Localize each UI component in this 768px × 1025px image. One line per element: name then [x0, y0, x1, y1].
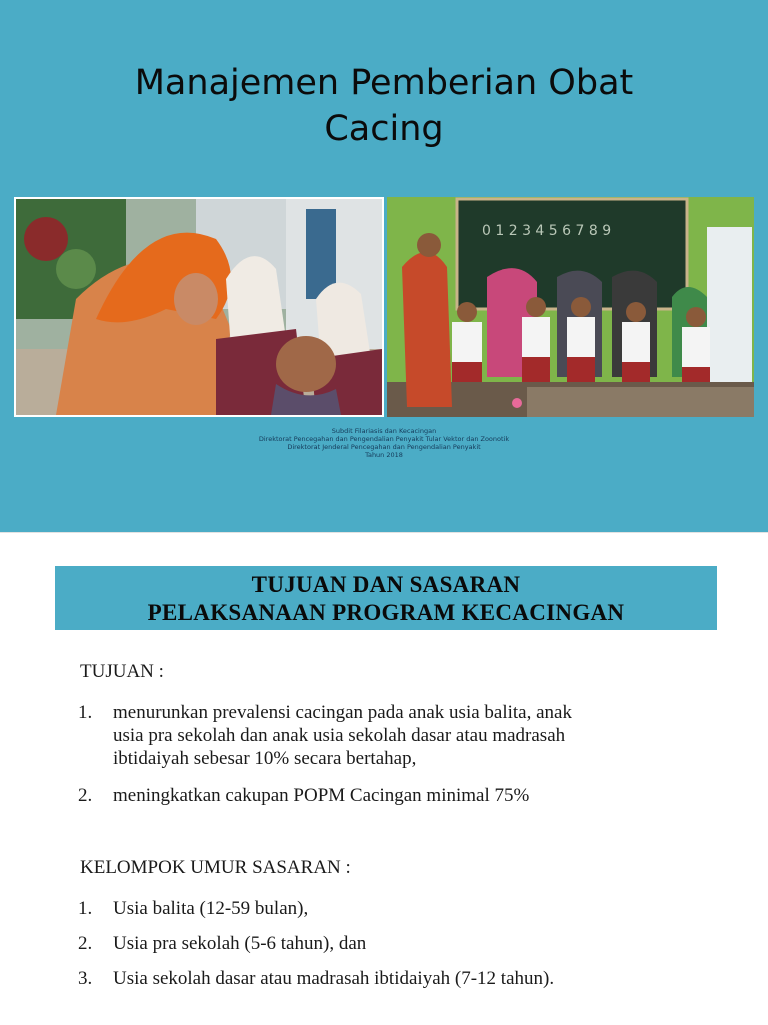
list-item: [78, 784, 572, 807]
list-item: [78, 967, 554, 990]
credit-line: Direktorat Jenderal Pencegahan dan Pengendalian Penyakit: [287, 443, 481, 451]
list-item: [78, 897, 554, 920]
tujuan-label: TUJUAN :: [80, 661, 164, 682]
objectives-slide: [0, 532, 768, 1025]
kelompok-list: [78, 897, 554, 990]
blackboard-numbers: 0 1 2 3 4 5 6 7 8 9: [482, 223, 612, 239]
kelompok-label: KELOMPOK UMUR SASARAN :: [80, 857, 351, 878]
list-item-number: 1.: [78, 702, 93, 723]
photo-classroom-illustration: [387, 197, 754, 417]
list-item-text: ibtidaiyah sebesar 10% secara bertahap,: [113, 748, 417, 769]
list-item: [78, 932, 554, 955]
slide-heading-line-1: TUJUAN DAN SASARAN: [251, 572, 521, 597]
list-item-number: 1.: [78, 898, 93, 919]
list-item-text: usia pra sekolah dan anak usia sekolah dasar atau madrasah: [113, 725, 566, 746]
credit-line: Direktorat Pencegahan dan Pengendalian Penyakit Tular Vektor dan Zoonotik: [258, 435, 510, 443]
credit-line: Subdit Filariasis dan Kecacingan: [331, 427, 437, 435]
slide-credits: [150, 427, 618, 459]
tujuan-list: [78, 701, 572, 807]
slide-heading: [55, 566, 717, 630]
list-item: [78, 701, 572, 770]
slide-title-line-2: Cacing: [324, 109, 444, 149]
photo-classroom: [387, 197, 754, 417]
photo-health-worker: [14, 197, 384, 417]
slide-heading-line-2: PELAKSANAAN PROGRAM KECACINGAN: [147, 600, 625, 625]
slide-title: [60, 60, 708, 152]
list-item-text: Usia pra sekolah (5-6 tahun), dan: [113, 933, 367, 954]
credit-line: Tahun 2018: [365, 451, 403, 459]
list-item-text: menurunkan prevalensi cacingan pada anak usia balita, anak: [113, 702, 572, 723]
list-item-text: meningkatkan cakupan POPM Cacingan minimal 75%: [113, 785, 530, 806]
list-item-text: Usia sekolah dasar atau madrasah ibtidaiyah (7-12 tahun).: [113, 968, 555, 989]
list-item-number: 2.: [78, 933, 93, 954]
list-item-text: Usia balita (12-59 bulan),: [113, 898, 309, 919]
slide-title-line-1: Manajemen Pemberian Obat: [134, 63, 634, 103]
list-item-number: 3.: [78, 968, 93, 989]
photo-health-worker-illustration: [16, 199, 382, 415]
list-item-number: 2.: [78, 785, 93, 806]
